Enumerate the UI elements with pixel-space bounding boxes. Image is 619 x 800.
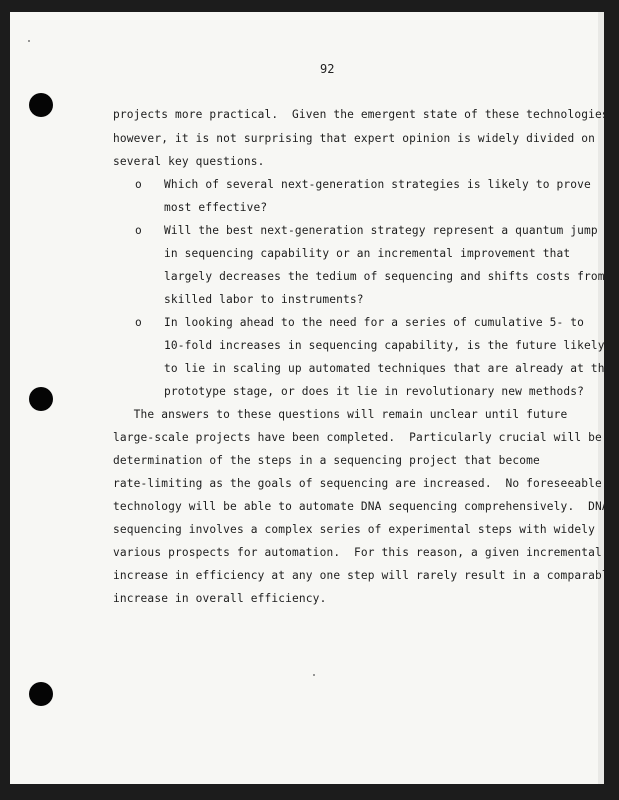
bullet-line: most effective? — [164, 201, 268, 214]
paragraph-line: determination of the steps in a sequencing project that become — [113, 454, 540, 467]
paragraph-line: projects more practical. Given the emergent state of these technologies, — [113, 108, 616, 121]
paragraph-line: several key questions. — [113, 155, 265, 168]
punch-hole-bottom — [29, 682, 53, 706]
bullet-line: 10-fold increases in sequencing capability, is the future likely — [164, 339, 605, 352]
paragraph-line: however, it is not surprising that expert opinion is widely divided on — [113, 132, 595, 145]
paper-speck — [28, 40, 30, 42]
bullet-marker: o — [135, 178, 142, 191]
paragraph-line: increase in efficiency at any one step will rarely result in a comparable — [113, 569, 616, 582]
bullet-line: largely decreases the tedium of sequencing and shifts costs from — [164, 270, 605, 283]
bullet-line: Which of several next-generation strategies is likely to prove — [164, 178, 591, 191]
paper-speck — [313, 674, 315, 676]
paragraph-line: large-scale projects have been completed. Particularly crucial will be a — [113, 431, 616, 444]
paragraph-line: increase in overall efficiency. — [113, 592, 327, 605]
paragraph-line: various prospects for automation. For this reason, a given incremental — [113, 546, 602, 559]
bullet-line: prototype stage, or does it lie in revolutionary new methods? — [164, 385, 585, 398]
bullet-marker: o — [135, 316, 142, 329]
paragraph-line: sequencing involves a complex series of experimental steps with widely — [113, 523, 595, 536]
paragraph-line: rate-limiting as the goals of sequencing are increased. No foreseeable — [113, 477, 602, 490]
bullet-marker: o — [135, 224, 142, 237]
page-number: 92 — [320, 62, 335, 76]
bullet-line: to lie in scaling up automated techniques that are already at the — [164, 362, 612, 375]
bullet-line: In looking ahead to the need for a series of cumulative 5- to — [164, 316, 585, 329]
bullet-line: skilled labor to instruments? — [164, 293, 364, 306]
punch-hole-top — [29, 93, 53, 117]
bullet-line: Will the best next-generation strategy represent a quantum jump — [164, 224, 598, 237]
paragraph-line: The answers to these questions will remain unclear until future — [113, 408, 568, 421]
punch-hole-middle — [29, 387, 53, 411]
paragraph-line: technology will be able to automate DNA sequencing comprehensively. DNA — [113, 500, 609, 513]
document-page — [10, 12, 616, 784]
bullet-line: in sequencing capability or an incremental improvement that — [164, 247, 571, 260]
